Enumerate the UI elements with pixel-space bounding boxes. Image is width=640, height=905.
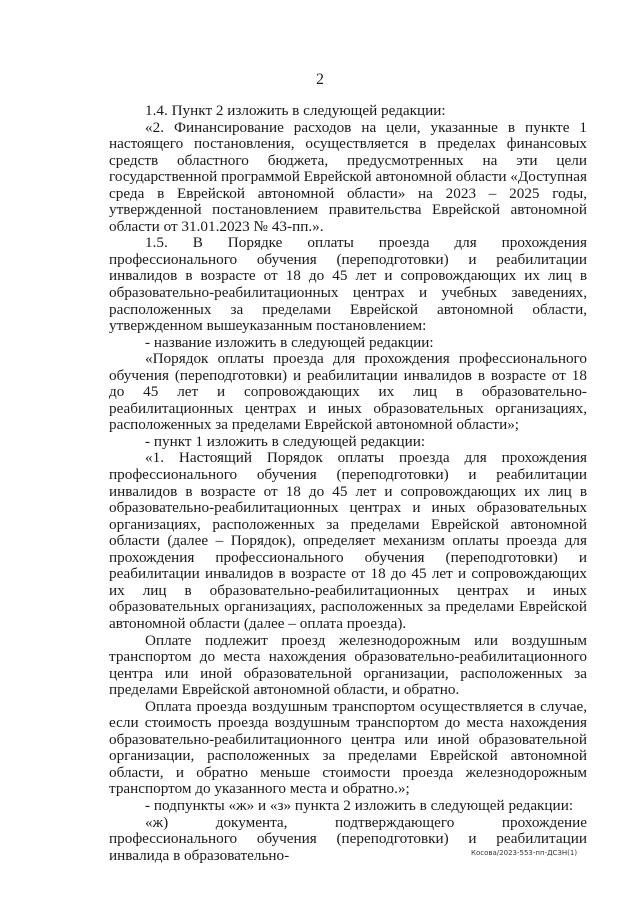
paragraph-point-1-text: «1. Настоящий Порядок оплаты проезда для прохождения профессионального обучения (переподготовки) и реабилитации инвалидов в возрасте от 18 до 45 лет и сопровождающих их лиц в образовательно-реабилитационных центрах и иных образовательных организациях, расположенных за пределами Еврейской автономной области (далее – Порядок), определяет механизм оплаты проезда для прохождения профессионального обучения (переподготовки) и реабилитации инвалидов в возрасте от 18 до 45 лет и сопровождающих их лиц в образовательно-реабилитационных центрах и иных образовательных организациях, расположенных за пределами Еврейской автономной области (далее – оплата проезда). [109, 449, 587, 632]
paragraph-clause-2: «2. Финансирование расходов на цели, указанные в пункте 1 настоящего постановления, осуществляется в пределах финансовых средств областного бюджета, предусмотренных на эти цели государственной программой Еврейской автономной области «Доступная среда в Еврейской автономной области» на 2023 – 2025 годы, утвержденной постановлением правительства Еврейской автономной области от 31.01.2023 № 43-пп.». [109, 118, 587, 235]
page-number: 2 [316, 71, 324, 88]
paragraph-1-5: 1.5. В Порядке оплаты проезда для прохождения профессионального обучения (переподготовки) и реабилитации инвалидов в возрасте от 18 до 45 лет и сопровождающих их лиц в образовательно-реабилитационных центрах и учебных заведениях, расположенных за пределами Еврейской автономной области, утвержденном вышеуказанным постановлением: [109, 234, 587, 335]
paragraph-title-amendment: - название изложить в следующей редакции: [145, 333, 434, 351]
paragraph-1-4: 1.4. Пункт 2 изложить в следующей редакции: [145, 102, 446, 119]
paragraph-payment-subject: Оплате подлежит проезд железнодорожным или воздушным транспортом до места нахождения образовательно-реабилитационного центра или иной образовательной организации, расположенных за пределами Еврейской автономной области, и обратно. [109, 631, 587, 699]
paragraph-air-transport: Оплата проезда воздушным транспортом осуществляется в случае, если стоимость проезда воздушным транспортом до места нахождения образовательно-реабилитационного центра или иной образовательной организации, расположенных за пределами Еврейской автономной области, и обратно меньше стоимости проезда железнодорожным транспортом до указанного места и обратно.»; [109, 697, 587, 798]
paragraph-subpoints-amendment: - подпункты «ж» и «з» пункта 2 изложить в следующей редакции: [145, 796, 574, 814]
document-body [109, 103, 587, 864]
footer-document-code: Косова/2023-553-пп-ДСЗН(1) [471, 849, 578, 857]
paragraph-point-1-amendment: - пункт 1 изложить в следующей редакции: [145, 432, 426, 450]
paragraph-new-title: «Порядок оплаты проезда для прохождения профессионального обучения (переподготовки) и реабилитации инвалидов в возрасте от 18 до 45 лет и сопровождающих их лиц в образовательно-реабилитационных центрах и иных образовательных организациях, расположенных за пределами Еврейской автономной области»; [109, 350, 587, 434]
paragraph-subpoint-zh: «ж) документа, подтверждающего прохождение профессионального обучения (переподготовки) и реабилитации инвалида в образовательно- [109, 813, 587, 864]
